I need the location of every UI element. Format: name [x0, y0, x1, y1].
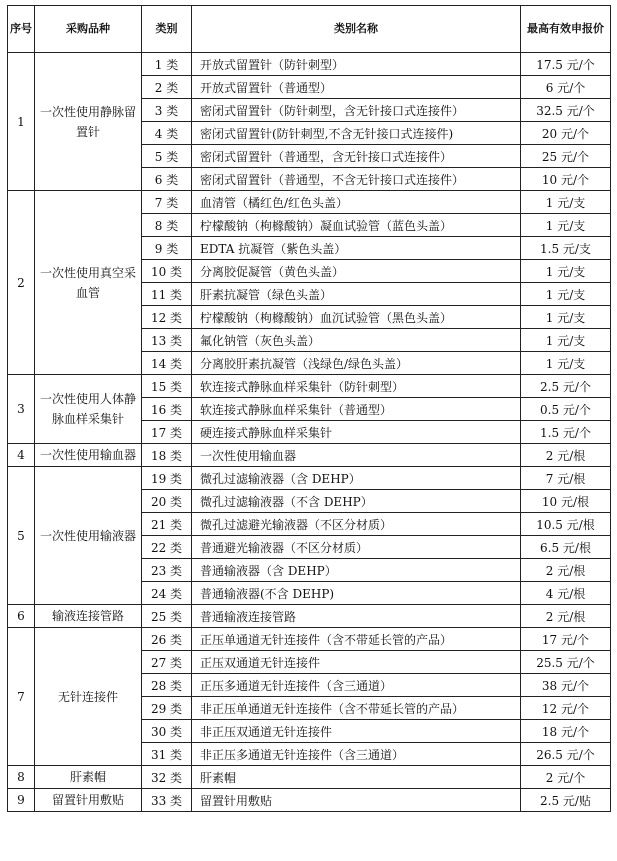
class-name-cell: 柠檬酸钠（枸橼酸钠）血沉试验管（黑色头盖） [192, 306, 521, 329]
class-cell: 26 类 [142, 628, 192, 651]
price-cell: 2 元/根 [521, 605, 611, 628]
class-name-cell: EDTA 抗凝管（紫色头盖） [192, 237, 521, 260]
class-cell: 6 类 [142, 168, 192, 191]
class-cell: 9 类 [142, 237, 192, 260]
class-name-cell: 微孔过滤输液器（含 DEHP） [192, 467, 521, 490]
class-name-cell: 普通避光输液器（不区分材质） [192, 536, 521, 559]
price-cell: 12 元/个 [521, 697, 611, 720]
product-cell: 一次性使用输液器 [35, 467, 142, 605]
class-name-cell: 一次性使用输血器 [192, 444, 521, 467]
price-cell: 2 元/根 [521, 559, 611, 582]
class-cell: 30 类 [142, 720, 192, 743]
table-body [8, 53, 611, 812]
price-table-container [7, 5, 611, 812]
price-cell: 2.5 元/贴 [521, 789, 611, 812]
class-cell: 20 类 [142, 490, 192, 513]
seq-cell: 4 [8, 444, 35, 467]
class-cell: 19 类 [142, 467, 192, 490]
seq-cell: 2 [8, 191, 35, 375]
price-cell: 1.5 元/个 [521, 421, 611, 444]
class-name-cell: 普通输液器(不含 DEHP) [192, 582, 521, 605]
class-name-cell: 柠檬酸钠（枸橼酸钠）凝血试验管（蓝色头盖） [192, 214, 521, 237]
class-name-cell: 密闭式留置针(防针刺型,不含无针接口式连接件) [192, 122, 521, 145]
class-cell: 11 类 [142, 283, 192, 306]
price-cell: 38 元/个 [521, 674, 611, 697]
seq-cell: 6 [8, 605, 35, 628]
class-name-cell: 密闭式留置针（普通型，含无针接口式连接件） [192, 145, 521, 168]
class-name-cell: 普通输液连接管路 [192, 605, 521, 628]
price-cell: 1 元/支 [521, 283, 611, 306]
class-name-cell: 微孔过滤避光输液器（不区分材质） [192, 513, 521, 536]
seq-cell: 1 [8, 53, 35, 191]
class-name-cell: 肝素帽 [192, 766, 521, 789]
price-cell: 1 元/支 [521, 191, 611, 214]
class-name-cell: 肝素抗凝管（绿色头盖） [192, 283, 521, 306]
class-name-cell: 密闭式留置针（普通型，不含无针接口式连接件） [192, 168, 521, 191]
class-cell: 28 类 [142, 674, 192, 697]
class-name-cell: 软连接式静脉血样采集针（防针刺型） [192, 375, 521, 398]
table-row [8, 53, 611, 76]
class-cell: 10 类 [142, 260, 192, 283]
class-name-cell: 密闭式留置针（防针刺型，含无针接口式连接件） [192, 99, 521, 122]
class-cell: 8 类 [142, 214, 192, 237]
class-name-cell: 非正压多通道无针连接件（含三通道） [192, 743, 521, 766]
class-cell: 4 类 [142, 122, 192, 145]
product-cell: 肝素帽 [35, 766, 142, 789]
price-cell: 32.5 元/个 [521, 99, 611, 122]
product-cell: 一次性使用输血器 [35, 444, 142, 467]
price-cell: 1 元/支 [521, 329, 611, 352]
class-cell: 5 类 [142, 145, 192, 168]
header-class: 类别 [142, 6, 192, 53]
class-name-cell: 普通输液器（含 DEHP） [192, 559, 521, 582]
price-cell: 7 元/根 [521, 467, 611, 490]
seq-cell: 3 [8, 375, 35, 444]
product-cell: 一次性使用真空采血管 [35, 191, 142, 375]
table-row [8, 628, 611, 651]
header-product: 采购品种 [35, 6, 142, 53]
table-row [8, 766, 611, 789]
price-cell: 2 元/根 [521, 444, 611, 467]
seq-cell: 7 [8, 628, 35, 766]
price-cell: 6.5 元/根 [521, 536, 611, 559]
price-cell: 20 元/个 [521, 122, 611, 145]
class-cell: 17 类 [142, 421, 192, 444]
price-cell: 0.5 元/个 [521, 398, 611, 421]
price-cell: 10 元/根 [521, 490, 611, 513]
class-name-cell: 正压单通道无针连接件（含不带延长管的产品） [192, 628, 521, 651]
product-cell: 无针连接件 [35, 628, 142, 766]
class-cell: 33 类 [142, 789, 192, 812]
price-cell: 1 元/支 [521, 214, 611, 237]
class-cell: 24 类 [142, 582, 192, 605]
price-cell: 25.5 元/个 [521, 651, 611, 674]
class-cell: 31 类 [142, 743, 192, 766]
table-row [8, 444, 611, 467]
price-cell: 18 元/个 [521, 720, 611, 743]
seq-cell: 9 [8, 789, 35, 812]
class-cell: 3 类 [142, 99, 192, 122]
price-cell: 1 元/支 [521, 260, 611, 283]
class-name-cell: 软连接式静脉血样采集针（普通型） [192, 398, 521, 421]
header-seq: 序号 [8, 6, 35, 53]
price-cell: 1 元/支 [521, 352, 611, 375]
header-price: 最高有效申报价 [521, 6, 611, 53]
table-row [8, 605, 611, 628]
class-cell: 29 类 [142, 697, 192, 720]
price-cell: 26.5 元/个 [521, 743, 611, 766]
class-cell: 15 类 [142, 375, 192, 398]
price-cell: 17 元/个 [521, 628, 611, 651]
class-name-cell: 硬连接式静脉血样采集针 [192, 421, 521, 444]
product-cell: 一次性使用人体静脉血样采集针 [35, 375, 142, 444]
class-name-cell: 微孔过滤输液器（不含 DEHP） [192, 490, 521, 513]
header-row [8, 6, 611, 53]
class-cell: 1 类 [142, 53, 192, 76]
class-name-cell: 留置针用敷贴 [192, 789, 521, 812]
product-cell: 输液连接管路 [35, 605, 142, 628]
seq-cell: 5 [8, 467, 35, 605]
price-table [7, 5, 611, 812]
class-name-cell: 血清管（橘红色/红色头盖） [192, 191, 521, 214]
class-name-cell: 正压双通道无针连接件 [192, 651, 521, 674]
price-cell: 4 元/根 [521, 582, 611, 605]
seq-cell: 8 [8, 766, 35, 789]
class-name-cell: 分离胶促凝管（黄色头盖） [192, 260, 521, 283]
class-name-cell: 非正压单通道无针连接件（含不带延长管的产品） [192, 697, 521, 720]
price-cell: 1.5 元/支 [521, 237, 611, 260]
class-cell: 2 类 [142, 76, 192, 99]
class-name-cell: 氟化钠管（灰色头盖） [192, 329, 521, 352]
class-cell: 12 类 [142, 306, 192, 329]
product-cell: 一次性使用静脉留置针 [35, 53, 142, 191]
class-name-cell: 开放式留置针（普通型） [192, 76, 521, 99]
class-name-cell: 分离胶肝素抗凝管（浅绿色/绿色头盖） [192, 352, 521, 375]
table-row [8, 191, 611, 214]
class-name-cell: 正压多通道无针连接件（含三通道） [192, 674, 521, 697]
price-cell: 6 元/个 [521, 76, 611, 99]
price-cell: 1 元/支 [521, 306, 611, 329]
header-class-name: 类别名称 [192, 6, 521, 53]
class-cell: 21 类 [142, 513, 192, 536]
price-cell: 10.5 元/根 [521, 513, 611, 536]
table-row [8, 375, 611, 398]
class-name-cell: 开放式留置针（防针刺型） [192, 53, 521, 76]
table-row [8, 467, 611, 490]
class-cell: 25 类 [142, 605, 192, 628]
price-cell: 10 元/个 [521, 168, 611, 191]
class-cell: 32 类 [142, 766, 192, 789]
price-cell: 25 元/个 [521, 145, 611, 168]
class-cell: 18 类 [142, 444, 192, 467]
class-cell: 7 类 [142, 191, 192, 214]
class-cell: 23 类 [142, 559, 192, 582]
class-cell: 14 类 [142, 352, 192, 375]
class-name-cell: 非正压双通道无针连接件 [192, 720, 521, 743]
class-cell: 13 类 [142, 329, 192, 352]
class-cell: 16 类 [142, 398, 192, 421]
class-cell: 27 类 [142, 651, 192, 674]
price-cell: 2 元/个 [521, 766, 611, 789]
price-cell: 2.5 元/个 [521, 375, 611, 398]
class-cell: 22 类 [142, 536, 192, 559]
price-cell: 17.5 元/个 [521, 53, 611, 76]
table-row [8, 789, 611, 812]
product-cell: 留置针用敷贴 [35, 789, 142, 812]
